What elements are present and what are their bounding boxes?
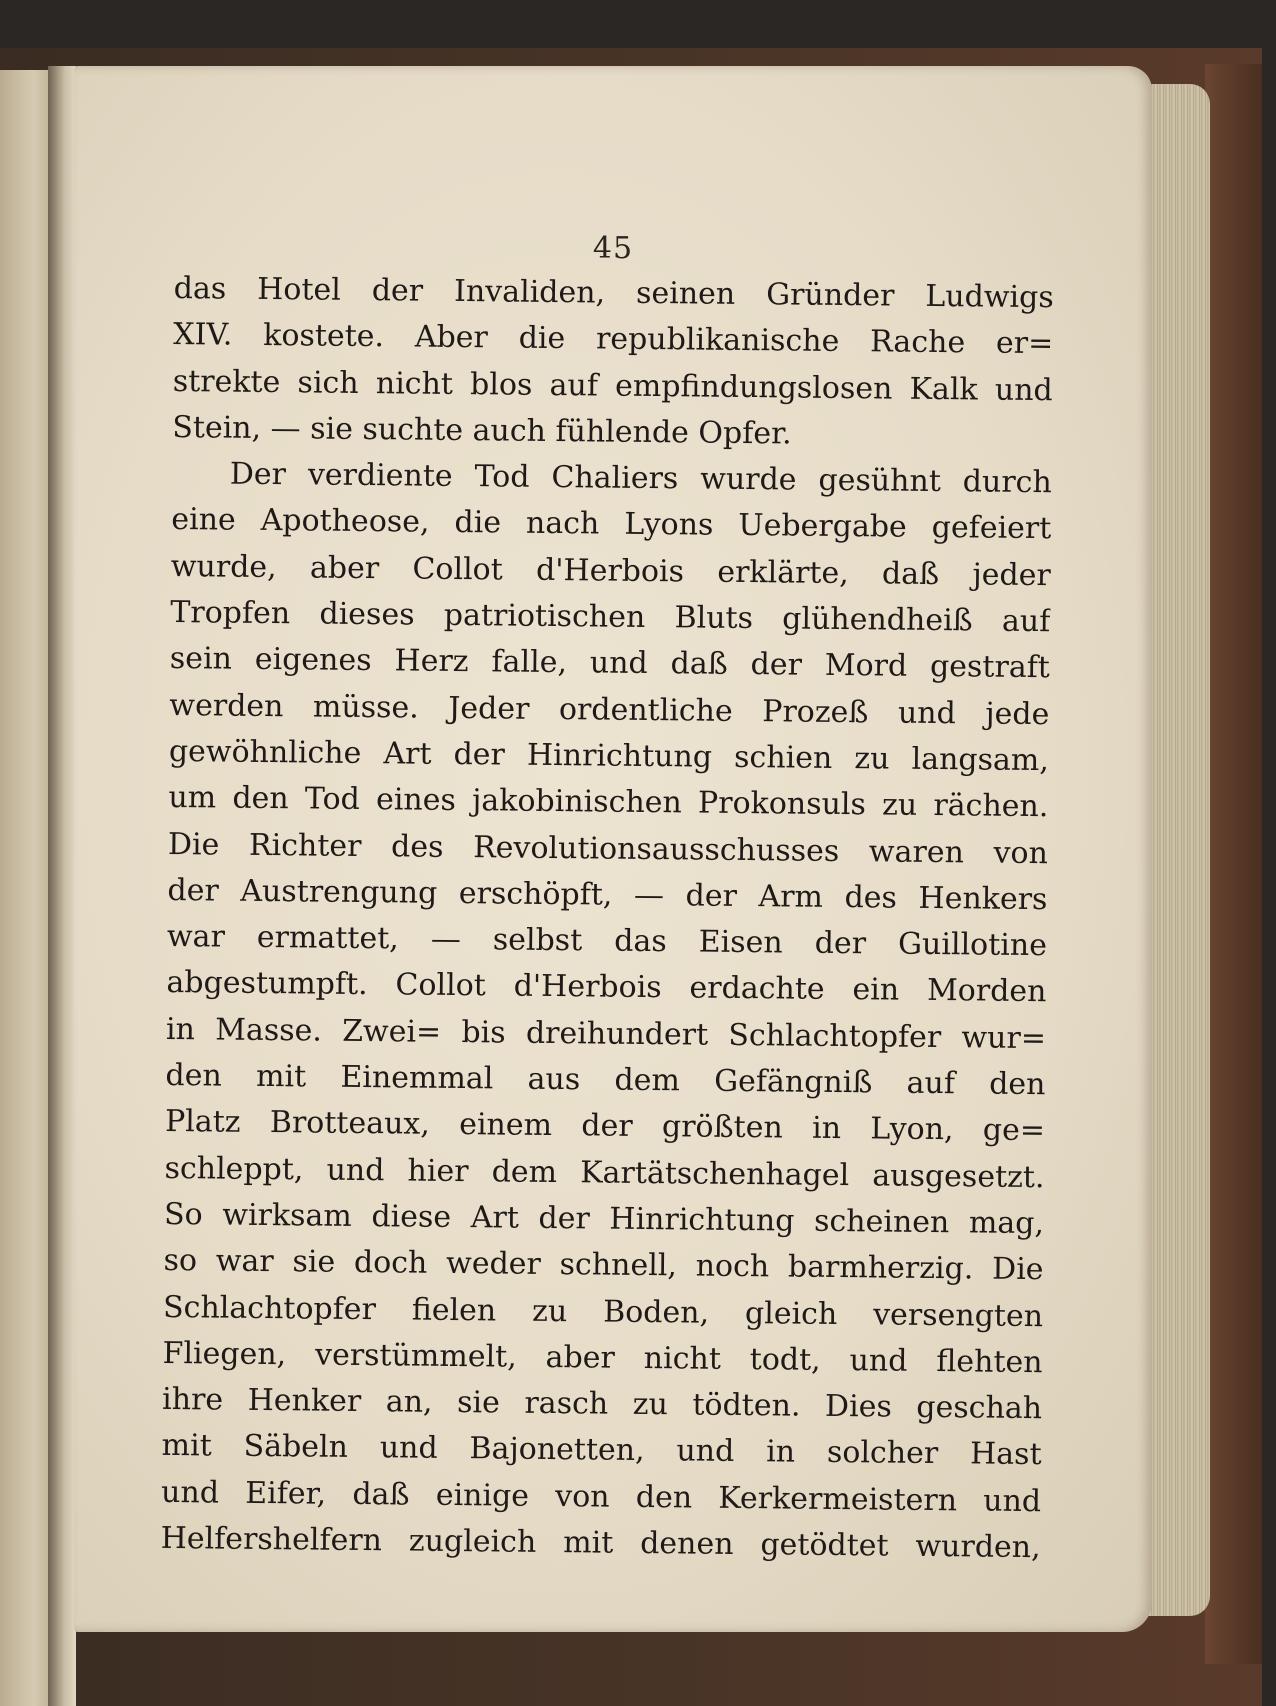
left-page-edge: [0, 70, 50, 1706]
text-line: so war sie doch weder schnell, noch barmherzig. Die: [163, 1243, 1044, 1288]
text-line: Die Richter des Revolutionsausschusses waren von: [167, 826, 1049, 871]
page-number: 45: [592, 231, 634, 266]
text-line: Fliegen, verstümmelt, aber nicht todt, und flehten: [162, 1335, 1043, 1380]
text-line: eine Apotheose, die nach Lyons Uebergabe gefeiert: [171, 502, 1052, 547]
text-line: Platz Brotteaux, einem der größten in Lyon, ge=: [164, 1104, 1046, 1149]
text-line: So wirksam diese Art der Hinrichtung scheinen mag,: [163, 1196, 1045, 1242]
text-line: XIV. kostete. Aber die republikanische Rache er=: [173, 317, 1054, 362]
text-line: den mit Einemmal aus dem Gefängniß auf den: [165, 1058, 1046, 1103]
text-line: mit Säbeln und Bajonetten, und in solcher Hast: [161, 1428, 1042, 1473]
book-page: [74, 66, 1152, 1632]
text-line: wurde, aber Collot d'Herbois erklärte, daß jeder: [170, 548, 1051, 593]
text-line: Helfershelfern zugleich mit denen getödtet wurden,: [160, 1520, 1041, 1566]
text-line: abgestumpft. Collot d'Herbois erdachte ein Morden: [166, 965, 1047, 1010]
text-line: werden müsse. Jeder ordentliche Prozeß und jede: [169, 687, 1050, 732]
text-line: Der verdiente Tod Chaliers wurde gesühnt durch: [229, 456, 1052, 501]
text-line: schleppt, und hier dem Kartätschenhagel ausgesetzt.: [164, 1150, 1045, 1195]
text-line: war ermattet, — selbst das Eisen der Guillotine: [166, 919, 1048, 964]
book-cover-edge: [1205, 64, 1262, 1664]
text-line: Stein, — sie suchte auch fühlende Opfer.: [172, 409, 792, 452]
text-line: das Hotel der Invaliden, seinen Gründer Ludwigs: [173, 270, 1054, 316]
page-text: [160, 266, 1054, 1615]
text-line: Schlachtopfer fielen zu Boden, gleich versengten: [162, 1289, 1044, 1334]
text-line: um den Tod eines jakobinischen Prokonsuls zu rächen.: [168, 780, 1049, 825]
text-line: der Austrengung erschöpft, — der Arm des Henkers: [167, 872, 1048, 918]
text-line: sein eigenes Herz falle, und daß der Mord gestraft: [169, 641, 1051, 686]
text-line: ihre Henker an, sie rasch zu tödten. Dies geschah: [161, 1382, 1043, 1427]
book-gutter: [48, 66, 76, 1706]
text-line: Tropfen dieses patriotischen Bluts glühendheiß auf: [170, 595, 1051, 640]
text-line: gewöhnliche Art der Hinrichtung schien zu langsam,: [168, 733, 1050, 779]
text-line: in Masse. Zwei= bis dreihundert Schlachtopfer wur=: [165, 1011, 1047, 1056]
text-line: und Eifer, daß einige von den Kerkermeistern und: [160, 1474, 1042, 1519]
text-line: strekte sich nicht blos auf empfindungslosen Kalk und: [172, 363, 1053, 408]
